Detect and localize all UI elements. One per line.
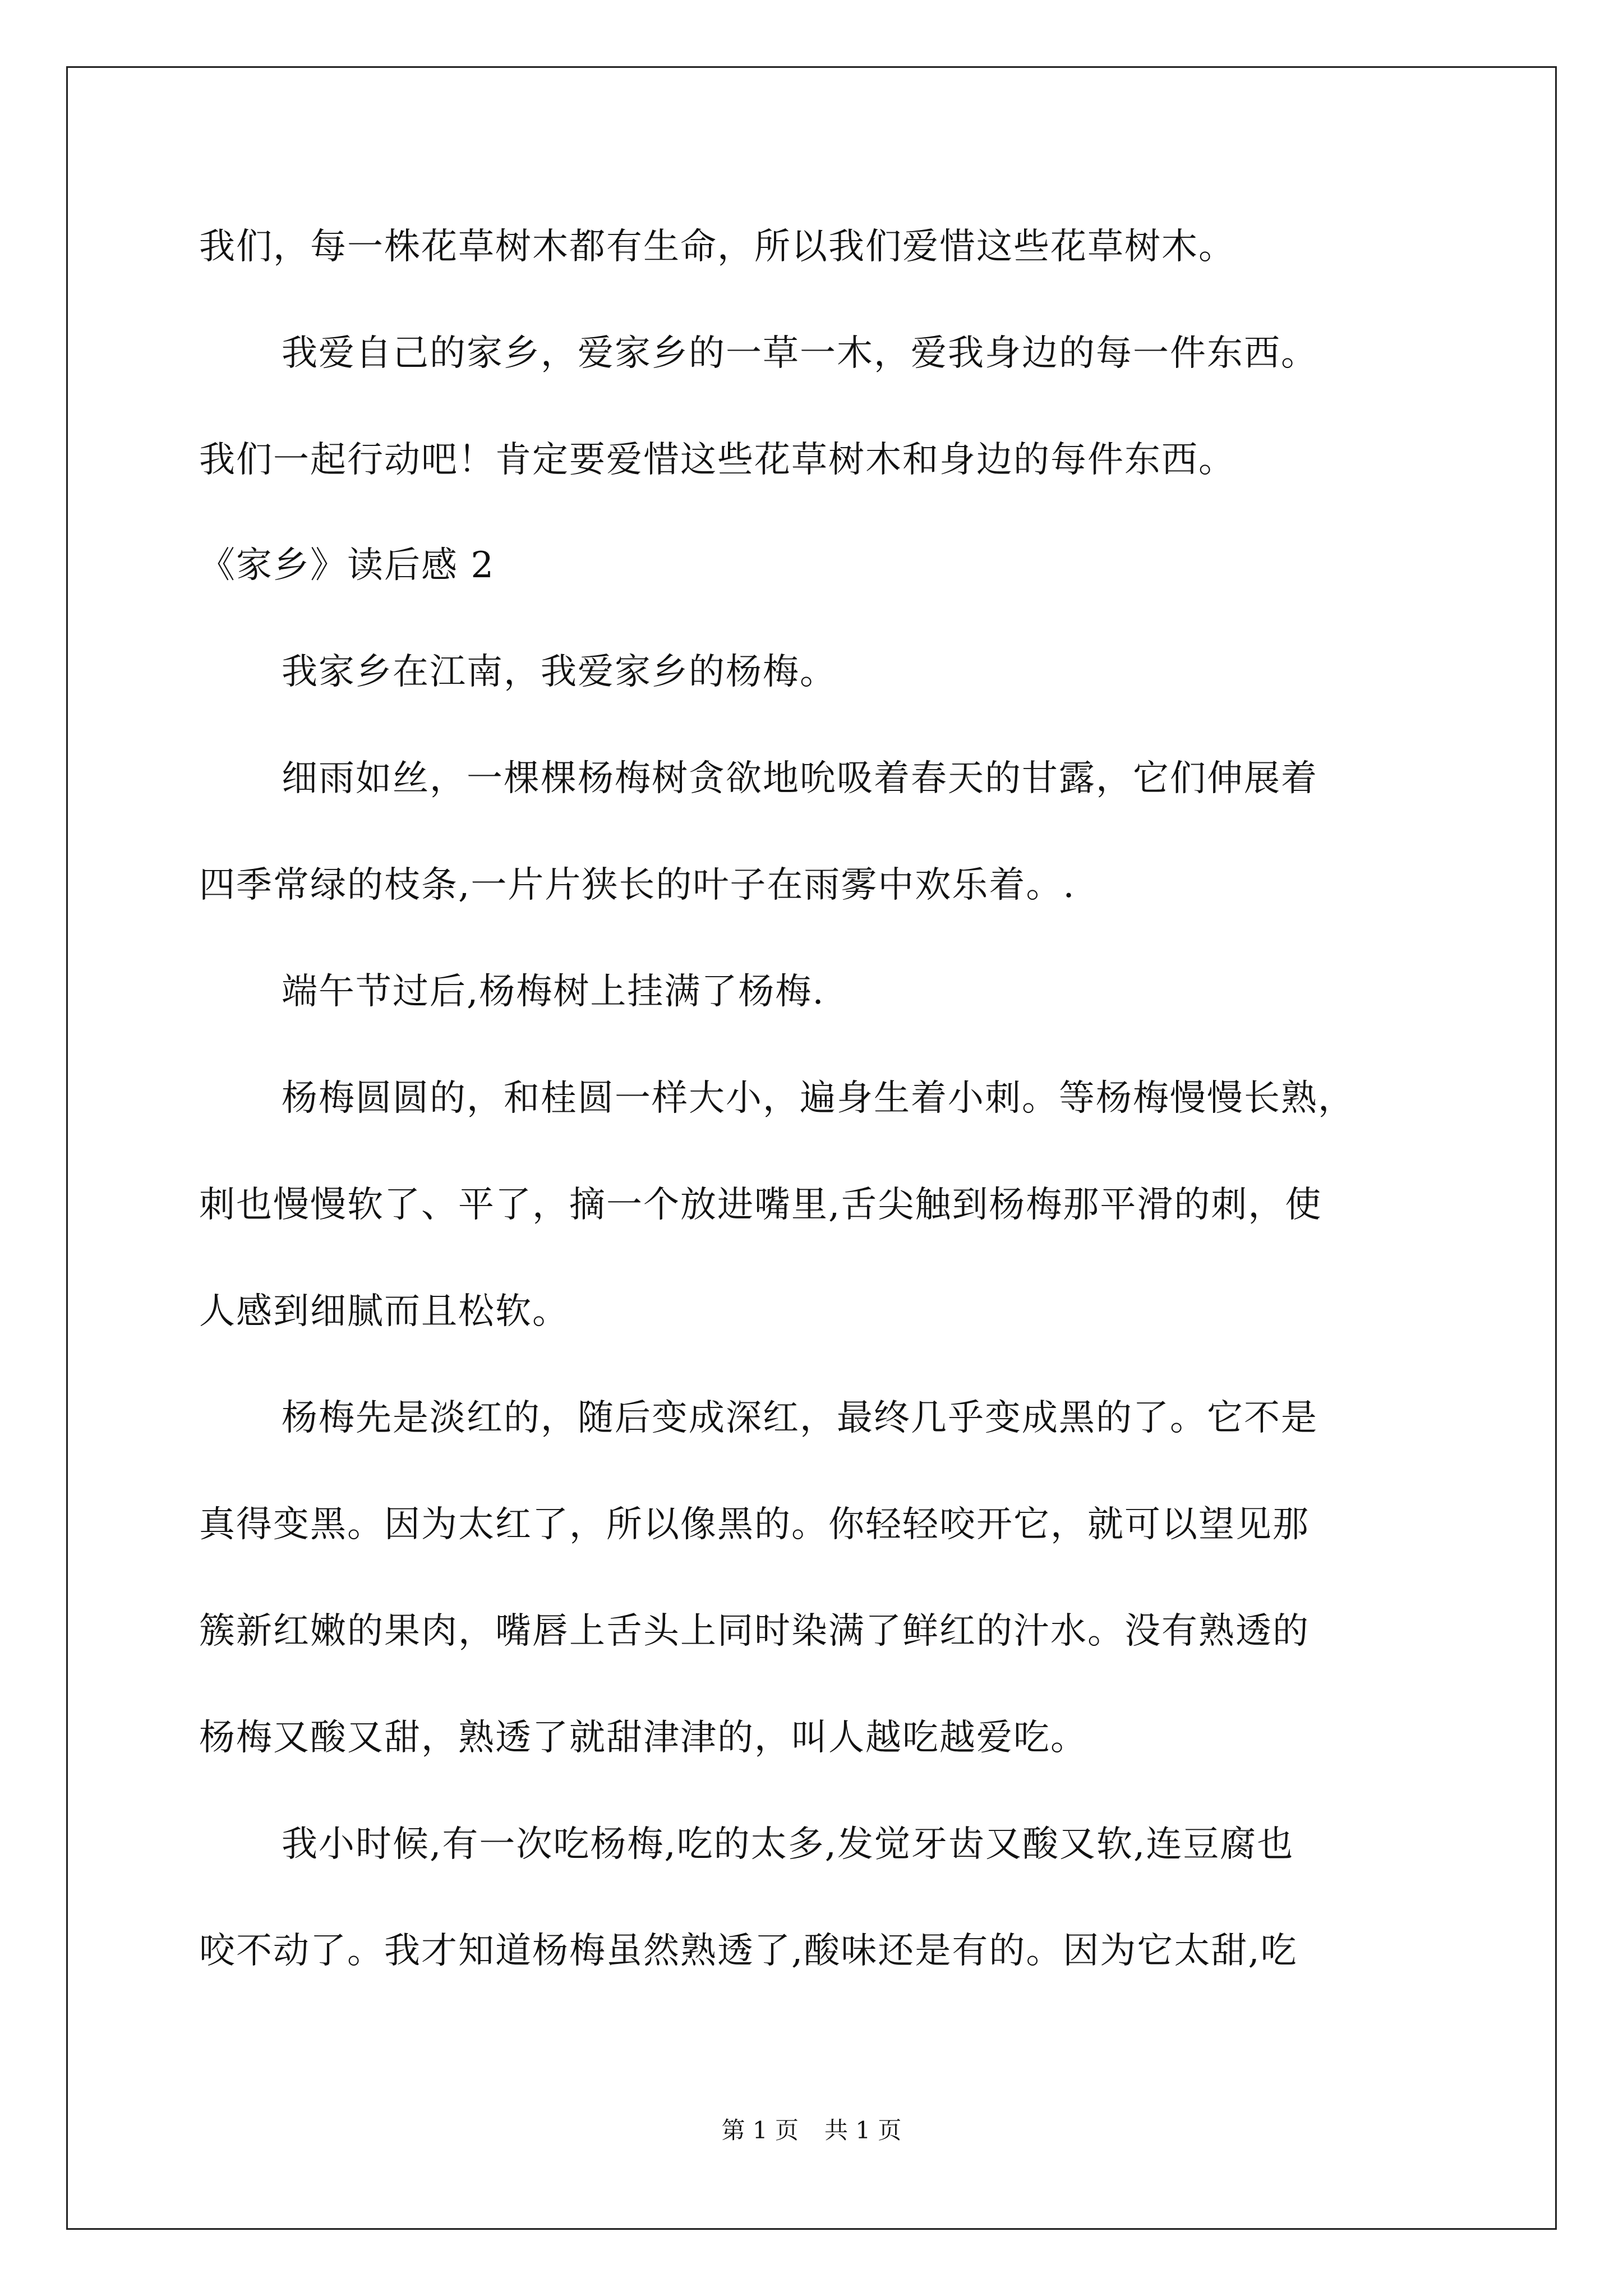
page-footer [0, 2115, 1623, 2146]
text-line: 杨梅圆圆的，和桂圆一样大小，遍身生着小刺。等杨梅慢慢长熟， [282, 1078, 1355, 1119]
section-heading: 《家乡》读后感 2 [199, 545, 495, 586]
text-line: 杨梅先是淡红的，随后变成深红，最终几乎变成黑的了。它不是 [282, 1397, 1318, 1439]
page-number: 第 1 页 [721, 2116, 799, 2144]
text-line: 簇新红嫩的果肉，嘴唇上舌头上同时染满了鲜红的汁水。没有熟透的 [199, 1611, 1310, 1652]
text-line: 我们，每一株花草树木都有生命，所以我们爱惜这些花草树木。 [199, 226, 1235, 268]
text-line: 端午节过后,杨梅树上挂满了杨梅. [282, 971, 825, 1013]
page-border [66, 66, 1557, 2230]
text-line: 真得变黑。因为太红了，所以像黑的。你轻轻咬开它，就可以望见那 [199, 1504, 1310, 1545]
text-line: 咬不动了。我才知道杨梅虽然熟透了,酸味还是有的。因为它太甜,吃 [199, 1930, 1298, 1972]
text-line: 细雨如丝，一棵棵杨梅树贪欲地吮吸着春天的甘露，它们伸展着 [282, 758, 1318, 799]
text-line: 我小时候,有一次吃杨梅,吃的太多,发觉牙齿又酸又软,连豆腐也 [282, 1824, 1294, 1865]
text-line: 我们一起行动吧！肯定要爱惜这些花草树木和身边的每件东西。 [199, 439, 1235, 481]
text-line: 我家乡在江南，我爱家乡的杨梅。 [282, 651, 837, 693]
text-line: 杨梅又酸又甜，熟透了就甜津津的，叫人越吃越爱吃。 [199, 1717, 1087, 1759]
text-line: 我爱自己的家乡，爱家乡的一草一木，爱我身边的每一件东西。 [282, 333, 1318, 374]
text-line: 四季常绿的枝条,一片片狭长的叶子在雨雾中欢乐着。. [199, 864, 1076, 906]
page-total: 共 1 页 [824, 2116, 902, 2144]
text-line: 刺也慢慢软了、平了，摘一个放进嘴里,舌尖触到杨梅那平滑的刺，使 [199, 1184, 1322, 1226]
text-line: 人感到细腻而且松软。 [199, 1291, 569, 1332]
